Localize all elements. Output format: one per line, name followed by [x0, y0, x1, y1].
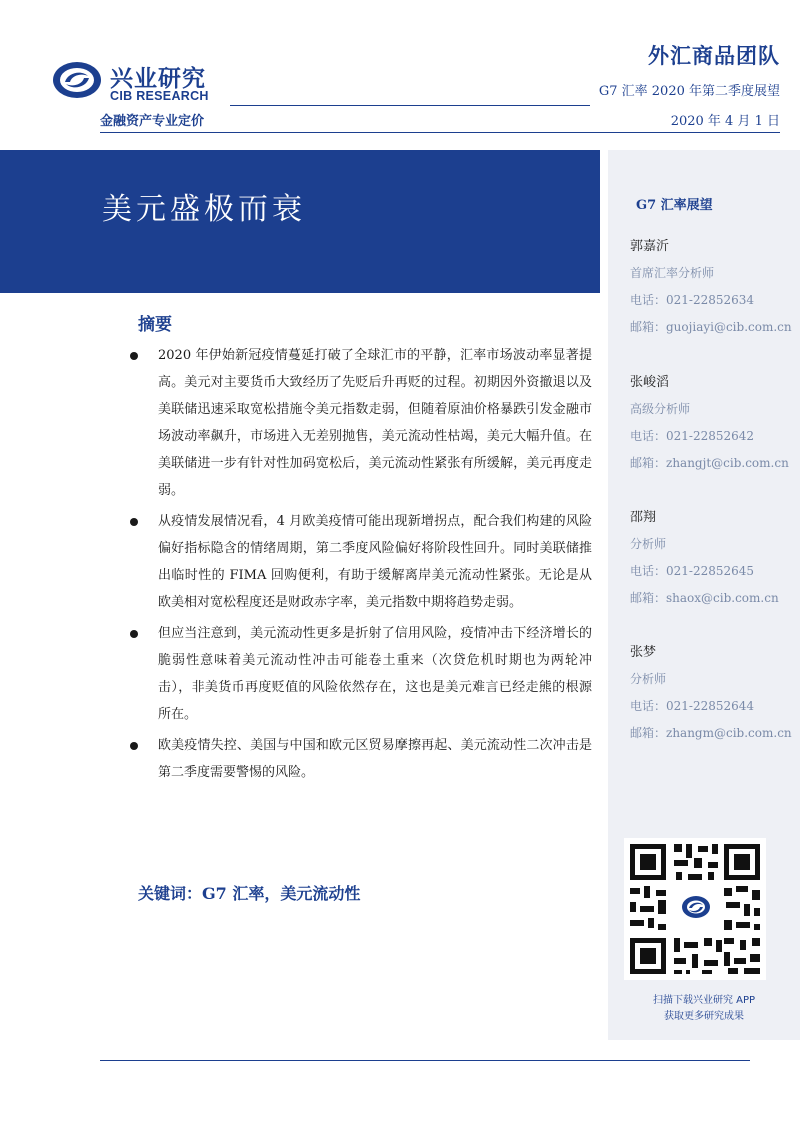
- bullet-text: 2020 年伊始新冠疫情蔓延打破了全球汇市的平静，汇率市场波动率显著提高。美元对主要货币大致经历了先贬后升再贬的过程。初期因外资撤退以及美联储迅速采取宽松措施令美元指数走弱，但随着原油价格暴跌引发金融市场波动率飙升，市场进入无差别抛售，美元流动性枯竭，美元大幅升值。在美联储进一步有针对性加码宽松后，美元流动性紧张有所缓解，美元再度走弱。: [158, 348, 592, 498]
- qr-caption: 获取更多研究成果: [664, 1011, 744, 1022]
- analyst-phone: 电话：021-22852642: [630, 429, 755, 443]
- analyst-email[interactable]: 邮箱：guojiayi@cib.com.cn: [630, 320, 792, 334]
- analyst-card: [630, 370, 800, 477]
- abstract-title: 摘要: [138, 315, 172, 335]
- bullet-text: 但应当注意到，美元流动性更多是折射了信用风险，疫情冲击下经济增长的脆弱性意味着美元流动性冲击可能卷土重来（次贷危机时期也为两轮冲击），非美货币再度贬值的风险依然存在，这也是美元难言已经走熊的根源所在。: [158, 626, 592, 722]
- analyst-email[interactable]: 邮箱：zhangm@cib.com.cn: [630, 726, 792, 740]
- analyst-phone: 电话：021-22852634: [630, 293, 755, 307]
- abstract-bullet: [130, 342, 592, 504]
- analyst-email[interactable]: 邮箱：shaox@cib.com.cn: [630, 591, 779, 605]
- cib-logo: [52, 58, 242, 108]
- tagline: 金融资产专业定价: [100, 114, 205, 129]
- analyst-email[interactable]: 邮箱：zhangjt@cib.com.cn: [630, 456, 789, 470]
- logo-text-cn: 兴业研究: [110, 66, 206, 92]
- qr-code: [624, 838, 766, 980]
- analyst-title: 分析师: [630, 537, 667, 551]
- keywords: 关键词：G7 汇率，美元流动性: [138, 884, 361, 903]
- qr-code-icon: [624, 838, 766, 980]
- header-divider: [100, 132, 780, 133]
- qr-caption: 扫描下载兴业研究 APP: [652, 995, 756, 1006]
- bullet-dot-icon: [130, 518, 138, 526]
- title-banner: [0, 150, 600, 293]
- analyst-phone: 电话：021-22852644: [630, 699, 755, 713]
- sidebar-heading: G7 汇率展望: [636, 198, 713, 213]
- analyst-name: 郭嘉沂: [630, 239, 670, 254]
- logo-text-en: CIB RESEARCH: [110, 89, 209, 103]
- report-title: 美元盛极而衰: [102, 192, 306, 227]
- analyst-card: [630, 234, 800, 341]
- analyst-name: 张梦: [630, 645, 657, 660]
- analyst-name: 张峻滔: [630, 375, 670, 390]
- abstract-bullet: [130, 508, 592, 616]
- abstract-bullets: [130, 342, 592, 790]
- report-name: G7 汇率 2020 年第二季度展望: [598, 84, 780, 99]
- analyst-name: 邵翔: [630, 510, 657, 525]
- abstract-bullet: [130, 732, 592, 786]
- bullet-text: 欧美疫情失控、美国与中国和欧元区贸易摩擦再起、美元流动性二次冲击是第二季度需要警惕的风险。: [158, 738, 592, 780]
- bullet-dot-icon: [130, 630, 138, 638]
- footer-divider: [100, 1060, 750, 1061]
- analyst-title: 首席汇率分析师: [630, 266, 715, 280]
- bullet-text: 从疫情发展情况看，4 月欧美疫情可能出现新增拐点，配合我们构建的风险偏好指标隐含的情绪周期，第二季度风险偏好将阶段性回升。同时美联储推出临时性的 FIMA 回购便利，有助于缓解离岸美元流动性紧张。无论是从欧美相对宽松程度还是财政赤字率，美元指数中期将趋势走弱。: [158, 514, 592, 610]
- bullet-dot-icon: [130, 352, 138, 360]
- header-divider-short: [230, 105, 590, 106]
- analyst-title: 高级分析师: [630, 402, 691, 416]
- cib-logo-icon: [52, 60, 102, 100]
- team-name: 外汇商品团队: [648, 44, 780, 68]
- abstract-bullet: [130, 620, 592, 728]
- report-date: 2020 年 4 月 1 日: [670, 114, 780, 129]
- analyst-card: [630, 640, 800, 747]
- analyst-phone: 电话：021-22852645: [630, 564, 755, 578]
- analyst-title: 分析师: [630, 672, 667, 686]
- analyst-card: [630, 505, 800, 612]
- bullet-dot-icon: [130, 742, 138, 750]
- sidebar: [608, 150, 800, 1040]
